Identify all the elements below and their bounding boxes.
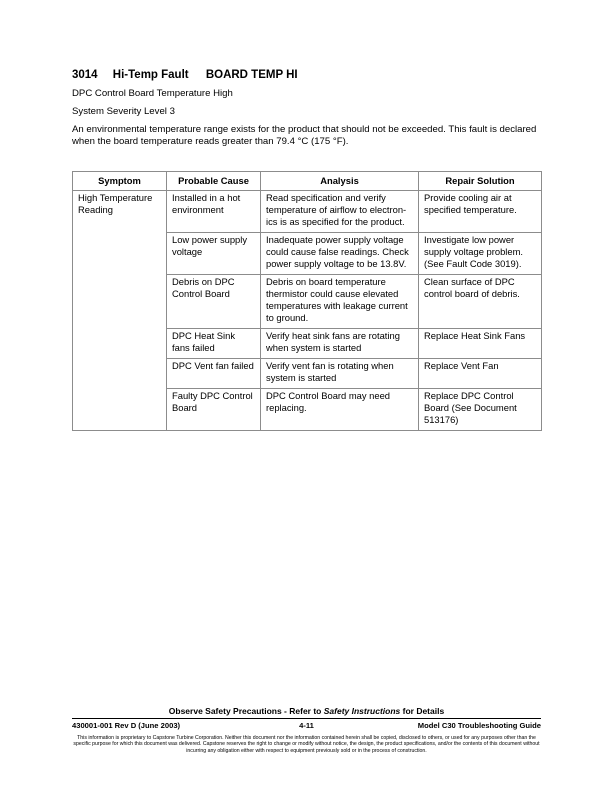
solution-cell: Clean surface of DPC control board of debris. xyxy=(419,275,542,329)
footer-row xyxy=(72,721,541,732)
guide-title: Model C30 Troubleshooting Guide xyxy=(417,721,541,730)
solution-cell: Replace DPC Control Board (See Document 513176) xyxy=(419,389,542,431)
header-symptom: Symptom xyxy=(73,172,167,191)
analysis-cell: DPC Control Board may need replacing. xyxy=(261,389,419,431)
cause-cell: Debris on DPC Control Board xyxy=(167,275,261,329)
solution-cell: Provide cooling air at specified temperature. xyxy=(419,191,542,233)
footer-divider xyxy=(72,718,541,719)
cause-cell: DPC Vent fan failed xyxy=(167,359,261,389)
solution-cell: Replace Heat Sink Fans xyxy=(419,329,542,359)
analysis-cell: Verify heat sink fans are rotating when system is started xyxy=(261,329,419,359)
cause-cell: Installed in a hot environment xyxy=(167,191,261,233)
safety-instructions-ref: Safety Instructions xyxy=(323,706,401,716)
fault-description: An environmental temperature range exists for the product that should not be exceeded. This fault is declared when the board temperature reads greater than 79.4 °C (175 °F). xyxy=(72,124,537,147)
safety-prefix: Observe Safety Precautions - Refer to xyxy=(168,706,324,716)
symptom-cell: High Temperature Reading xyxy=(73,191,167,431)
fault-code: 3014 xyxy=(72,69,98,81)
cause-cell: Low power supply voltage xyxy=(167,233,261,275)
analysis-cell: Read specification and verify temperature of airflow to electron-ics is as specified for the product. xyxy=(261,191,419,233)
fault-id: BOARD TEMP HI xyxy=(205,69,298,81)
header-repair-solution: Repair Solution xyxy=(419,172,542,191)
cause-cell: DPC Heat Sink fans failed xyxy=(167,329,261,359)
analysis-cell: Inadequate power supply voltage could cause false readings. Check power supply voltage to be 13.8V. xyxy=(261,233,419,275)
header-probable-cause: Probable Cause xyxy=(167,172,261,191)
fault-subtitle: DPC Control Board Temperature High xyxy=(72,88,233,99)
troubleshooting-table xyxy=(72,171,542,431)
solution-cell: Replace Vent Fan xyxy=(419,359,542,389)
page-number: 4-11 xyxy=(299,721,314,730)
fault-heading xyxy=(72,69,298,81)
severity-level: System Severity Level 3 xyxy=(72,106,175,117)
fault-name: Hi-Temp Fault xyxy=(112,69,189,81)
proprietary-disclaimer: This information is proprietary to Capstone Turbine Corporation. Neither this document nor the information contained herein shall be copied, disclosed to others, or used for any purposes other than the specific purpose for which this document was delivered. Capstone reserves the right to change or modify without notice, the design, the product specifications, and/or the contents of this document without incurring any obligation either with respect to equipment previously sold or in the process of construction. xyxy=(73,735,540,754)
safety-notice xyxy=(72,706,541,716)
header-analysis: Analysis xyxy=(261,172,419,191)
analysis-cell: Debris on board temperature thermistor could cause elevated temperatures with leakage current to ground. xyxy=(261,275,419,329)
table-row xyxy=(73,191,542,233)
solution-cell: Investigate low power supply voltage problem. (See Fault Code 3019). xyxy=(419,233,542,275)
table-header-row xyxy=(73,172,542,191)
analysis-cell: Verify vent fan is rotating when system is started xyxy=(261,359,419,389)
document-number: 430001-001 Rev D (June 2003) xyxy=(72,721,181,730)
safety-suffix: for Details xyxy=(400,706,445,716)
cause-cell: Faulty DPC Control Board xyxy=(167,389,261,431)
